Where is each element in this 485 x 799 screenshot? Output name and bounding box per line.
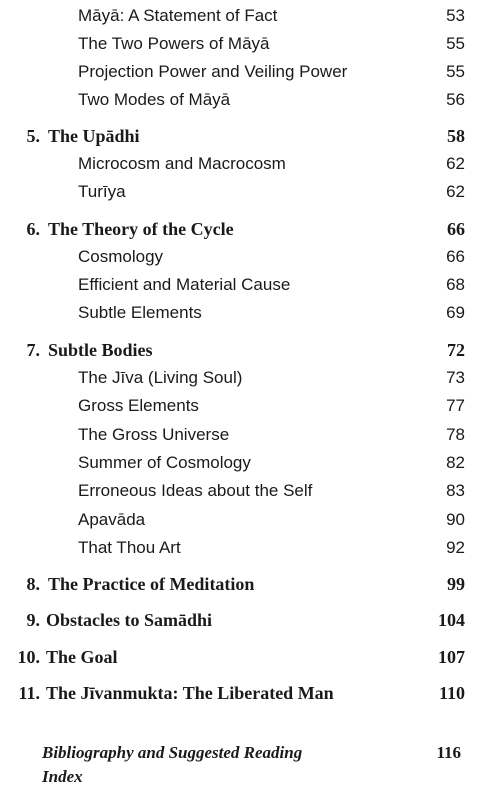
toc-entry-title: Erroneous Ideas about the Self [78, 481, 313, 500]
toc-entry-page: 62 [446, 154, 465, 173]
toc-entry-title: Cosmology [78, 247, 164, 266]
toc-entry-title: The Gross Universe [78, 425, 230, 444]
toc-backmatter [0, 740, 485, 766]
toc-subentry [0, 151, 485, 177]
toc-entry-page: 73 [446, 368, 465, 387]
toc-entry-page: 90 [446, 510, 465, 529]
toc-chapter [0, 680, 485, 706]
toc-entry-title: Māyā: A Statement of Fact [78, 6, 278, 25]
toc-subentry [0, 365, 485, 391]
chapter-title: The Goal [46, 647, 118, 667]
toc-subentry [0, 31, 485, 57]
toc-subentry [0, 507, 485, 533]
chapter-title: The Upādhi [48, 126, 140, 146]
chapter-title: The Practice of Meditation [48, 574, 255, 594]
toc-entry-page: 66 [446, 247, 465, 266]
toc-entry-page: 83 [446, 481, 465, 500]
toc-subentry [0, 300, 485, 326]
toc-subentry [0, 478, 485, 504]
chapter-number: 9. [26, 610, 40, 630]
toc-entry-title: Turīya [78, 182, 126, 201]
chapter-number: 8. [26, 574, 40, 594]
toc-entry-page: 62 [446, 182, 465, 201]
toc-subentry [0, 393, 485, 419]
toc-entry-page: 82 [446, 453, 465, 472]
chapter-number: 11. [18, 683, 40, 703]
toc-backmatter [0, 764, 485, 790]
toc-chapter [0, 571, 485, 597]
toc-chapter [0, 123, 485, 149]
chapter-page: 107 [438, 647, 465, 667]
toc-subentry [0, 450, 485, 476]
toc-entry-title: Gross Elements [78, 396, 199, 415]
chapter-number: 7. [26, 340, 40, 360]
toc-entry-page: 77 [446, 396, 465, 415]
backmatter-title: Bibliography and Suggested Reading [42, 743, 303, 762]
toc-chapter [0, 607, 485, 633]
toc-entry-title: Apavāda [78, 510, 146, 529]
toc-subentry [0, 87, 485, 113]
chapter-title: The Jīvanmukta: The Liberated Man [46, 683, 334, 703]
toc-entry-title: Microcosm and Macrocosm [78, 154, 286, 173]
toc-chapter [0, 337, 485, 363]
chapter-title: Subtle Bodies [48, 340, 153, 360]
toc-entry-title: Two Modes of Māyā [78, 90, 231, 109]
toc-entry-title: That Thou Art [78, 538, 181, 557]
toc-entry-title: Subtle Elements [78, 303, 202, 322]
toc-entry-page: 56 [446, 90, 465, 109]
toc-entry-page: 92 [446, 538, 465, 557]
chapter-title: The Theory of the Cycle [48, 219, 234, 239]
chapter-page: 99 [447, 574, 465, 594]
chapter-number: 10. [17, 647, 40, 667]
toc-chapter [0, 644, 485, 670]
chapter-page: 110 [438, 683, 465, 703]
toc-subentry [0, 422, 485, 448]
toc-subentry [0, 272, 485, 298]
chapter-page: 66 [447, 219, 465, 239]
chapter-title: Obstacles to Samādhi [46, 610, 213, 630]
toc-entry-page: 69 [446, 303, 465, 322]
toc-entry-page: 53 [446, 6, 465, 25]
toc-entry-page: 55 [446, 62, 465, 81]
toc-entry-title: Efficient and Material Cause [78, 275, 291, 294]
toc-subentry [0, 3, 485, 29]
toc-chapter [0, 216, 485, 242]
chapter-number: 5. [26, 126, 40, 146]
chapter-page: 104 [438, 610, 465, 630]
chapter-page: 72 [447, 340, 465, 360]
backmatter-title: Index [42, 767, 83, 786]
toc-subentry [0, 179, 485, 205]
toc-entry-title: Projection Power and Veiling Power [78, 62, 348, 81]
toc-entry-title: Summer of Cosmology [78, 453, 251, 472]
chapter-page: 58 [447, 126, 465, 146]
toc-entry-title: The Two Powers of Māyā [78, 34, 270, 53]
toc-subentry [0, 244, 485, 270]
toc-subentry [0, 59, 485, 85]
toc-entry-page: 68 [446, 275, 465, 294]
toc-subentry [0, 535, 485, 561]
toc-entry-page: 55 [446, 34, 465, 53]
toc-entry-title: The Jīva (Living Soul) [78, 368, 243, 387]
toc-entry-page: 78 [446, 425, 465, 444]
backmatter-page: 116 [436, 743, 461, 762]
chapter-number: 6. [26, 219, 40, 239]
